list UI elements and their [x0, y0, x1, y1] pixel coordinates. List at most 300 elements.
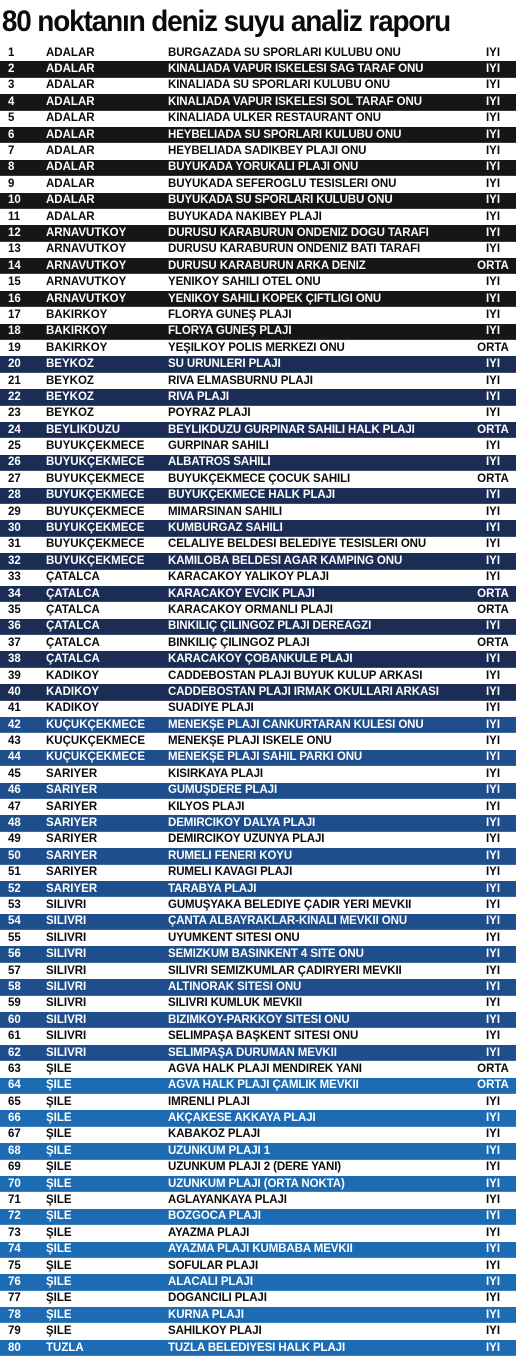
row-number: 22 — [8, 390, 21, 403]
row-district: ADALAR — [46, 112, 95, 125]
row-number: 30 — [8, 522, 21, 535]
row-location: SİLİVRİ KUMLUK MEVKİİ — [168, 997, 302, 1010]
row-number: 28 — [8, 489, 21, 502]
row-location: AĞVA HALK PLAJI MENDİREK YANI — [168, 1062, 362, 1075]
row-result: İYİ — [485, 964, 501, 977]
row-result: İYİ — [485, 374, 501, 387]
row-result: İYİ — [485, 915, 501, 928]
row-result: İYİ — [485, 718, 501, 731]
row-result: İYİ — [485, 948, 501, 961]
row-number: 19 — [8, 341, 21, 354]
row-number: 43 — [8, 735, 21, 748]
row-district: ŞİLE — [46, 1210, 72, 1223]
row-location: DEMİRCİKÖY UZUNYA PLAJI — [168, 833, 325, 846]
row-number: 3 — [8, 79, 15, 92]
table-row — [0, 733, 516, 749]
row-number: 26 — [8, 456, 21, 469]
row-result: İYİ — [485, 1243, 501, 1256]
row-result: ORTA — [477, 587, 509, 600]
row-number: 9 — [8, 177, 15, 190]
row-location: KABAKOZ PLAJI — [168, 1128, 260, 1141]
row-district: ADALAR — [46, 46, 95, 59]
row-result: İYİ — [485, 489, 501, 502]
row-number: 23 — [8, 407, 21, 420]
row-number: 61 — [8, 1030, 21, 1043]
row-district: KADIKÖY — [46, 702, 100, 715]
row-location: BÜYÜKADA NAKİBEY PLAJI — [168, 210, 322, 223]
row-location: AĞLAYANKAYA PLAJI — [168, 1194, 287, 1207]
row-district: BEYKOZ — [46, 390, 94, 403]
row-result: İYİ — [485, 1194, 501, 1207]
row-district: ŞİLE — [46, 1161, 72, 1174]
row-result: İYİ — [485, 1259, 501, 1272]
row-result: İYİ — [485, 554, 501, 567]
table-row — [0, 832, 516, 848]
row-district: ARNAVUTKÖY — [46, 259, 127, 272]
row-number: 60 — [8, 1013, 21, 1026]
row-number: 80 — [8, 1341, 21, 1354]
table-row — [0, 1045, 516, 1061]
row-result: İYİ — [485, 161, 501, 174]
row-district: BÜYÜKÇEKMECE — [46, 554, 145, 567]
row-location: DURUSU KARABURUN ÖNDENİZ BATI TARAFI — [168, 243, 421, 256]
row-district: ARNAVUTKÖY — [46, 276, 127, 289]
row-district: BAKIRKÖY — [46, 325, 108, 338]
row-number: 8 — [8, 161, 15, 174]
row-location: UZUNKUM PLAJI 1 — [168, 1144, 271, 1157]
row-number: 79 — [8, 1325, 21, 1338]
row-number: 21 — [8, 374, 21, 387]
row-location: TUZLA BELEDİYESİ HALK PLAJI — [168, 1341, 346, 1354]
row-number: 16 — [8, 292, 21, 305]
row-district: ŞİLE — [46, 1112, 72, 1125]
row-result: İYİ — [485, 226, 501, 239]
row-result: İYİ — [485, 702, 501, 715]
table-row — [0, 1192, 516, 1208]
row-district: KADIKÖY — [46, 669, 100, 682]
row-location: ÇANTA ALBAYRAKLAR-KINALI MEVKİİ ÖNÜ — [168, 915, 408, 928]
row-district: BÜYÜKÇEKMECE — [46, 440, 145, 453]
row-number: 65 — [8, 1095, 21, 1108]
row-number: 52 — [8, 882, 21, 895]
row-result: İYİ — [485, 784, 501, 797]
table-row — [0, 471, 516, 487]
row-district: KADIKÖY — [46, 685, 100, 698]
row-number: 12 — [8, 226, 21, 239]
row-result: İYİ — [485, 1046, 501, 1059]
row-location: DURUSU KARABURUN ARKA DENİZ — [168, 259, 366, 272]
table-row — [0, 783, 516, 799]
row-district: BEYKOZ — [46, 374, 94, 387]
row-number: 51 — [8, 866, 21, 879]
row-result: İYİ — [485, 997, 501, 1010]
row-result: İYİ — [485, 1013, 501, 1026]
row-result: İYİ — [485, 1128, 501, 1141]
row-number: 7 — [8, 145, 15, 158]
row-number: 70 — [8, 1177, 21, 1190]
row-district: BEYLİKDÜZÜ — [46, 423, 121, 436]
row-location: UZUNKUM PLAJI (ORTA NOKTA) — [168, 1177, 345, 1190]
row-district: TUZLA — [46, 1341, 84, 1354]
row-district: SARIYER — [46, 784, 98, 797]
row-location: KINALIADA VAPUR İSKELESİ SOL TARAF ÖNÜ — [168, 95, 422, 108]
row-result: İYİ — [485, 1341, 501, 1354]
table-row — [0, 160, 516, 176]
row-location: SU ÜRÜNLERİ PLAJI — [168, 358, 281, 371]
row-number: 15 — [8, 276, 21, 289]
row-location: SEMİZKUM BASINKENT 4 SİTE ÖNÜ — [168, 948, 364, 961]
row-result: İYİ — [485, 833, 501, 846]
row-district: SİLİVRİ — [46, 1046, 87, 1059]
row-location: BEYLİKDÜZÜ GÜRPINAR SAHİLİ HALK PLAJI — [168, 423, 415, 436]
row-location: FLORYA GÜNEŞ PLAJI — [168, 308, 292, 321]
row-location: RUMELİ FENERİ KOYU — [168, 849, 293, 862]
row-result: İYİ — [485, 46, 501, 59]
row-district: BEYKOZ — [46, 407, 94, 420]
table-row — [0, 865, 516, 881]
table-row — [0, 307, 516, 323]
row-location: GÜRPINAR SAHİLİ — [168, 440, 269, 453]
row-result: İYİ — [485, 1095, 501, 1108]
table-row — [0, 619, 516, 635]
table-row — [0, 1242, 516, 1258]
table-row — [0, 1078, 516, 1094]
table-row — [0, 914, 516, 930]
table-row — [0, 979, 516, 995]
table-row — [0, 291, 516, 307]
row-district: ADALAR — [46, 210, 95, 223]
row-location: BİNKILIÇ ÇİLİNGOZ PLAJI — [168, 636, 310, 649]
row-district: ADALAR — [46, 145, 95, 158]
table-row — [0, 258, 516, 274]
table-row — [0, 570, 516, 586]
table-row — [0, 815, 516, 831]
table-row — [0, 1110, 516, 1126]
table-row — [0, 504, 516, 520]
row-number: 59 — [8, 997, 21, 1010]
row-location: İMRENLİ PLAJI — [168, 1095, 250, 1108]
row-district: BÜYÜKÇEKMECE — [46, 456, 145, 469]
row-result: İYİ — [485, 276, 501, 289]
row-number: 38 — [8, 653, 21, 666]
row-location: AKÇAKESE AKKAYA PLAJI — [168, 1112, 316, 1125]
row-district: BAKIRKÖY — [46, 341, 108, 354]
row-result: İYİ — [485, 800, 501, 813]
row-result: İYİ — [485, 1030, 501, 1043]
row-result: İYİ — [485, 440, 501, 453]
row-number: 17 — [8, 308, 21, 321]
table-row — [0, 1225, 516, 1241]
row-result: İYİ — [485, 177, 501, 190]
table-row — [0, 946, 516, 962]
table-row — [0, 1258, 516, 1274]
row-district: SARIYER — [46, 817, 98, 830]
row-number: 37 — [8, 636, 21, 649]
row-district: BÜYÜKÇEKMECE — [46, 538, 145, 551]
row-location: MENEKŞE PLAJI CANKURTARAN KULESİ ÖNÜ — [168, 718, 424, 731]
row-result: ORTA — [477, 1079, 509, 1092]
table-row — [0, 422, 516, 438]
table-row — [0, 996, 516, 1012]
row-location: CADDEBOSTAN PLAJI IRMAK OKULLARI ARKASI — [168, 685, 439, 698]
row-district: ADALAR — [46, 177, 95, 190]
row-district: BÜYÜKÇEKMECE — [46, 489, 145, 502]
row-number: 46 — [8, 784, 21, 797]
row-result: İYİ — [485, 79, 501, 92]
row-district: ADALAR — [46, 194, 95, 207]
row-location: AĞVA HALK PLAJI ÇAMLIK MEVKİİ — [168, 1079, 359, 1092]
row-district: ADALAR — [46, 79, 95, 92]
row-result: İYİ — [485, 767, 501, 780]
row-number: 55 — [8, 931, 21, 944]
table-row — [0, 1291, 516, 1307]
row-result: İYİ — [485, 243, 501, 256]
row-result: ORTA — [477, 423, 509, 436]
row-location: BÜYÜKADA SEFEROĞLU TESİSLERİ ÖNÜ — [168, 177, 397, 190]
table-row — [0, 897, 516, 913]
row-result: İYİ — [485, 308, 501, 321]
analysis-table — [0, 45, 516, 1356]
row-district: SİLİVRİ — [46, 1013, 87, 1026]
row-district: KÜÇÜKÇEKMECE — [46, 718, 146, 731]
row-number: 1 — [8, 46, 15, 59]
row-location: KISIRKAYA PLAJI — [168, 767, 264, 780]
row-number: 76 — [8, 1275, 21, 1288]
row-location: MENEKŞE PLAJI SAHİL PARKI ÖNÜ — [168, 751, 363, 764]
row-district: ŞİLE — [46, 1128, 72, 1141]
row-location: MENEKŞE PLAJI İSKELE ÖNÜ — [168, 735, 332, 748]
row-number: 75 — [8, 1259, 21, 1272]
row-result: İYİ — [485, 407, 501, 420]
row-result: İYİ — [485, 1177, 501, 1190]
row-number: 29 — [8, 505, 21, 518]
row-result: ORTA — [477, 259, 509, 272]
row-district: ARNAVUTKÖY — [46, 292, 127, 305]
row-district: ÇATALCA — [46, 620, 100, 633]
table-row — [0, 143, 516, 159]
row-location: BÜYÜKÇEKMECE HALK PLAJI — [168, 489, 336, 502]
table-row — [0, 602, 516, 618]
row-district: SİLİVRİ — [46, 915, 87, 928]
row-number: 27 — [8, 472, 21, 485]
row-number: 72 — [8, 1210, 21, 1223]
row-district: ADALAR — [46, 128, 95, 141]
row-result: İYİ — [485, 653, 501, 666]
table-row — [0, 537, 516, 553]
table-row — [0, 750, 516, 766]
table-row — [0, 1274, 516, 1290]
row-location: DOĞANCILI PLAJI — [168, 1292, 267, 1305]
row-district: ADALAR — [46, 95, 95, 108]
row-number: 40 — [8, 685, 21, 698]
row-district: ŞİLE — [46, 1243, 72, 1256]
row-result: İYİ — [485, 210, 501, 223]
table-row — [0, 553, 516, 569]
row-district: SİLİVRİ — [46, 948, 87, 961]
table-row — [0, 1143, 516, 1159]
row-result: ORTA — [477, 341, 509, 354]
row-district: BÜYÜKÇEKMECE — [46, 505, 145, 518]
row-result: İYİ — [485, 849, 501, 862]
row-result: ORTA — [477, 636, 509, 649]
row-number: 73 — [8, 1226, 21, 1239]
row-number: 6 — [8, 128, 15, 141]
row-location: SUADİYE PLAJI — [168, 702, 254, 715]
row-number: 41 — [8, 702, 21, 715]
table-row — [0, 242, 516, 258]
row-location: AYAZMA PLAJI — [168, 1226, 250, 1239]
row-number: 33 — [8, 571, 21, 584]
row-district: ŞİLE — [46, 1144, 72, 1157]
table-row — [0, 668, 516, 684]
row-district: SİLİVRİ — [46, 1030, 87, 1043]
row-number: 20 — [8, 358, 21, 371]
row-result: ORTA — [477, 603, 509, 616]
table-row — [0, 488, 516, 504]
row-number: 44 — [8, 751, 21, 764]
row-number: 34 — [8, 587, 21, 600]
table-row — [0, 1160, 516, 1176]
row-number: 35 — [8, 603, 21, 616]
table-row — [0, 176, 516, 192]
table-row — [0, 389, 516, 405]
row-location: SAHİLKÖY PLAJI — [168, 1325, 262, 1338]
row-district: ŞİLE — [46, 1194, 72, 1207]
row-result: İYİ — [485, 522, 501, 535]
row-result: İYİ — [485, 931, 501, 944]
row-number: 47 — [8, 800, 21, 813]
row-location: HEYBELİADA SU SPORLARI KULÜBÜ ÖNÜ — [168, 128, 402, 141]
table-row — [0, 1209, 516, 1225]
row-result: İYİ — [485, 620, 501, 633]
table-row — [0, 1323, 516, 1339]
row-location: RİVA ELMASBURNU PLAJI — [168, 374, 313, 387]
row-district: KÜÇÜKÇEKMECE — [46, 735, 146, 748]
table-row — [0, 1307, 516, 1323]
row-location: BÜYÜKADA SU SPORLARI KULÜBÜ ÖNÜ — [168, 194, 393, 207]
row-result: İYİ — [485, 1226, 501, 1239]
row-district: ADALAR — [46, 63, 95, 76]
table-row — [0, 209, 516, 225]
row-result: İYİ — [485, 1210, 501, 1223]
table-row — [0, 651, 516, 667]
row-number: 48 — [8, 817, 21, 830]
row-district: SİLİVRİ — [46, 980, 87, 993]
table-row — [0, 455, 516, 471]
row-district: ŞİLE — [46, 1259, 72, 1272]
row-district: ÇATALCA — [46, 603, 100, 616]
table-row — [0, 1028, 516, 1044]
row-result: İYİ — [485, 980, 501, 993]
row-location: POYRAZ PLAJI — [168, 407, 251, 420]
row-result: İYİ — [485, 358, 501, 371]
row-location: KARACAKÖY EVCİK PLAJI — [168, 587, 315, 600]
row-location: KARACAKÖY YALIKÖY PLAJI — [168, 571, 329, 584]
row-result: İYİ — [485, 390, 501, 403]
row-district: BEYKOZ — [46, 358, 94, 371]
table-row — [0, 324, 516, 340]
row-district: ADALAR — [46, 161, 95, 174]
row-number: 11 — [8, 210, 21, 223]
row-number: 63 — [8, 1062, 21, 1075]
row-number: 4 — [8, 95, 15, 108]
row-number: 10 — [8, 194, 21, 207]
row-result: İYİ — [485, 538, 501, 551]
row-location: RUMELİ KAVAĞI PLAJI — [168, 866, 293, 879]
row-district: ÇATALCA — [46, 653, 100, 666]
row-location: RİVA PLAJI — [168, 390, 229, 403]
row-location: DEMİRCİKÖY DALYA PLAJI — [168, 817, 316, 830]
page-title: 80 noktanın deniz suyu analiz raporu — [1, 5, 451, 38]
row-district: SARIYER — [46, 866, 98, 879]
row-number: 31 — [8, 538, 21, 551]
row-result: ORTA — [477, 472, 509, 485]
row-location: HEYBELİADA SADIKBEY PLAJI ÖNÜ — [168, 145, 367, 158]
row-location: BİNKILIÇ ÇİLİNGOZ PLAJI DEREAĞZI — [168, 620, 372, 633]
row-number: 18 — [8, 325, 21, 338]
row-district: SARIYER — [46, 833, 98, 846]
row-result: İYİ — [485, 866, 501, 879]
table-row — [0, 193, 516, 209]
row-location: SOFULAR PLAJI — [168, 1259, 259, 1272]
table-row — [0, 373, 516, 389]
row-result: İYİ — [485, 1144, 501, 1157]
table-row — [0, 635, 516, 651]
row-district: ŞİLE — [46, 1062, 72, 1075]
row-number: 62 — [8, 1046, 21, 1059]
row-district: SİLİVRİ — [46, 931, 87, 944]
row-district: ÇATALCA — [46, 587, 100, 600]
row-location: KİLYOS PLAJI — [168, 800, 245, 813]
row-location: KURNA PLAJI — [168, 1308, 244, 1321]
row-district: ÇATALCA — [46, 571, 100, 584]
row-district: SARIYER — [46, 882, 98, 895]
row-location: CELALİYE BELDESİ BELEDİYE TESİSLERİ ÖNÜ — [168, 538, 427, 551]
row-location: TARABYA PLAJI — [168, 882, 257, 895]
row-location: BOZGOCA PLAJI — [168, 1210, 261, 1223]
table-row — [0, 274, 516, 290]
table-row — [0, 127, 516, 143]
row-result: İYİ — [485, 194, 501, 207]
row-number: 36 — [8, 620, 21, 633]
row-result: İYİ — [485, 128, 501, 141]
row-district: SİLİVRİ — [46, 899, 87, 911]
row-result: ORTA — [477, 1062, 509, 1075]
row-location: SİLİVRİ SEMİZKUMLAR ÇADIRYERİ MEVKİİ — [168, 964, 402, 977]
row-district: ARNAVUTKÖY — [46, 226, 127, 239]
table-row — [0, 766, 516, 782]
table-row — [0, 586, 516, 602]
row-location: BÜYÜKADA YÖRÜKALİ PLAJI ÖNÜ — [168, 161, 359, 174]
table-row — [0, 1012, 516, 1028]
row-number: 77 — [8, 1292, 21, 1305]
row-result: İYİ — [485, 1292, 501, 1305]
row-location: KAMİLOBA BELDESİ AĞAR KAMPİNG ÖNÜ — [168, 554, 403, 567]
row-district: SARIYER — [46, 800, 98, 813]
table-row — [0, 61, 516, 77]
row-number: 39 — [8, 669, 21, 682]
row-location: ALBATROS SAHİLİ — [168, 456, 271, 469]
row-district: ŞİLE — [46, 1325, 72, 1338]
row-number: 69 — [8, 1161, 21, 1174]
row-location: YEŞİLKÖY POLİS MERKEZİ ÖNÜ — [168, 341, 345, 354]
row-location: AYAZMA PLAJI KUMBABA MEVKİİ — [168, 1243, 353, 1256]
table-row — [0, 356, 516, 372]
row-number: 53 — [8, 899, 21, 911]
row-location: KUMBURGAZ SAHİLİ — [168, 522, 283, 535]
row-number: 25 — [8, 440, 21, 453]
row-result: İYİ — [485, 571, 501, 584]
